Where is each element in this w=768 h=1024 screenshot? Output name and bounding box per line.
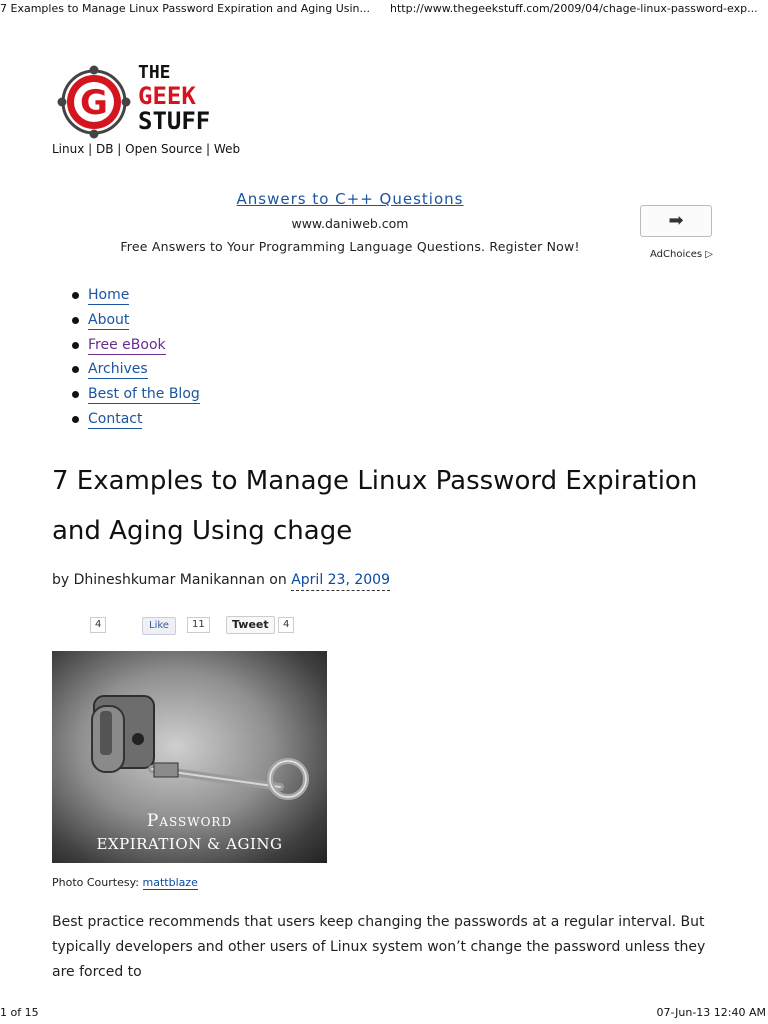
nav-link-about[interactable]: About: [88, 311, 130, 328]
tweet-count: 4: [278, 617, 294, 633]
nav-link-archives[interactable]: Archives: [88, 361, 148, 378]
print-page-url: http://www.thegeekstuff.com/2009/04/chage-linux-password-exp...: [390, 2, 758, 15]
byline-author: by Dhineshkumar Manikannan on: [52, 572, 287, 588]
ad-domain: www.daniweb.com: [291, 216, 409, 231]
page-number: 1 of 15: [0, 1006, 39, 1019]
photo-credit-prefix: Photo Courtesy:: [52, 876, 140, 889]
adchoices-link[interactable]: AdChoices ▷: [650, 249, 713, 260]
facebook-like-button[interactable]: Like: [142, 617, 176, 635]
logo-wordmark: [138, 62, 210, 134]
bullet-icon: [72, 342, 79, 349]
geek-logo-emblem-icon: [56, 64, 136, 144]
bullet-icon: [72, 366, 79, 373]
print-footer: [0, 1006, 768, 1024]
photo-credit: [52, 876, 198, 889]
bullet-icon: [72, 391, 79, 398]
arrow-right-icon: ➡: [668, 210, 684, 231]
article-intro: Best practice recommends that users keep changing the passwords at a regular interval. But typically developers and other users of Linux system won’t change the password unless they are forced to: [52, 914, 706, 980]
nav-link-home[interactable]: Home: [88, 287, 130, 303]
ad-arrow-button[interactable]: [640, 205, 712, 237]
bullet-icon: [72, 317, 79, 324]
ad-description: Free Answers to Your Programming Language Questions. Register Now!: [120, 239, 580, 254]
padlock-key-icon: [52, 651, 327, 811]
article-photo: [52, 651, 327, 863]
nav-link-best-of-blog[interactable]: Best of the Blog: [88, 386, 200, 403]
article-date-link[interactable]: April 23, 2009: [291, 572, 390, 591]
logo-emblem-letter: G: [80, 83, 108, 123]
ad-title-link[interactable]: Answers to C++ Questions: [236, 190, 464, 208]
like-count: 11: [187, 617, 210, 633]
photo-caption: [52, 809, 327, 855]
photo-caption-line1: Password: [146, 811, 233, 831]
print-date: 07-Jun-13 12:40 AM: [656, 1006, 766, 1019]
nav-link-free-ebook[interactable]: Free eBook: [88, 336, 166, 353]
article-byline: [52, 572, 390, 588]
logo-word-geek: GEEK: [138, 82, 196, 110]
article-title: 7 Examples to Manage Linux Password Expiration and Aging Using chage: [52, 466, 698, 546]
photo-caption-line2: EXPIRATION & AGING: [96, 835, 283, 853]
text-ad: [60, 190, 720, 270]
logo-word-stuff: STUFF: [138, 107, 211, 135]
print-header: [0, 0, 768, 20]
tweet-button[interactable]: Tweet: [226, 616, 275, 634]
site-tagline: Linux | DB | Open Source | Web: [52, 142, 241, 156]
nav-link-contact[interactable]: Contact: [88, 410, 143, 427]
logo-word-the: THE: [138, 62, 171, 83]
photo-credit-link[interactable]: mattblaze: [142, 876, 198, 889]
bullet-icon: [72, 416, 79, 423]
plusone-count[interactable]: 4: [90, 617, 106, 633]
print-page-title: 7 Examples to Manage Linux Password Expiration and Aging Usin...: [0, 2, 371, 15]
bullet-icon: [72, 292, 79, 299]
